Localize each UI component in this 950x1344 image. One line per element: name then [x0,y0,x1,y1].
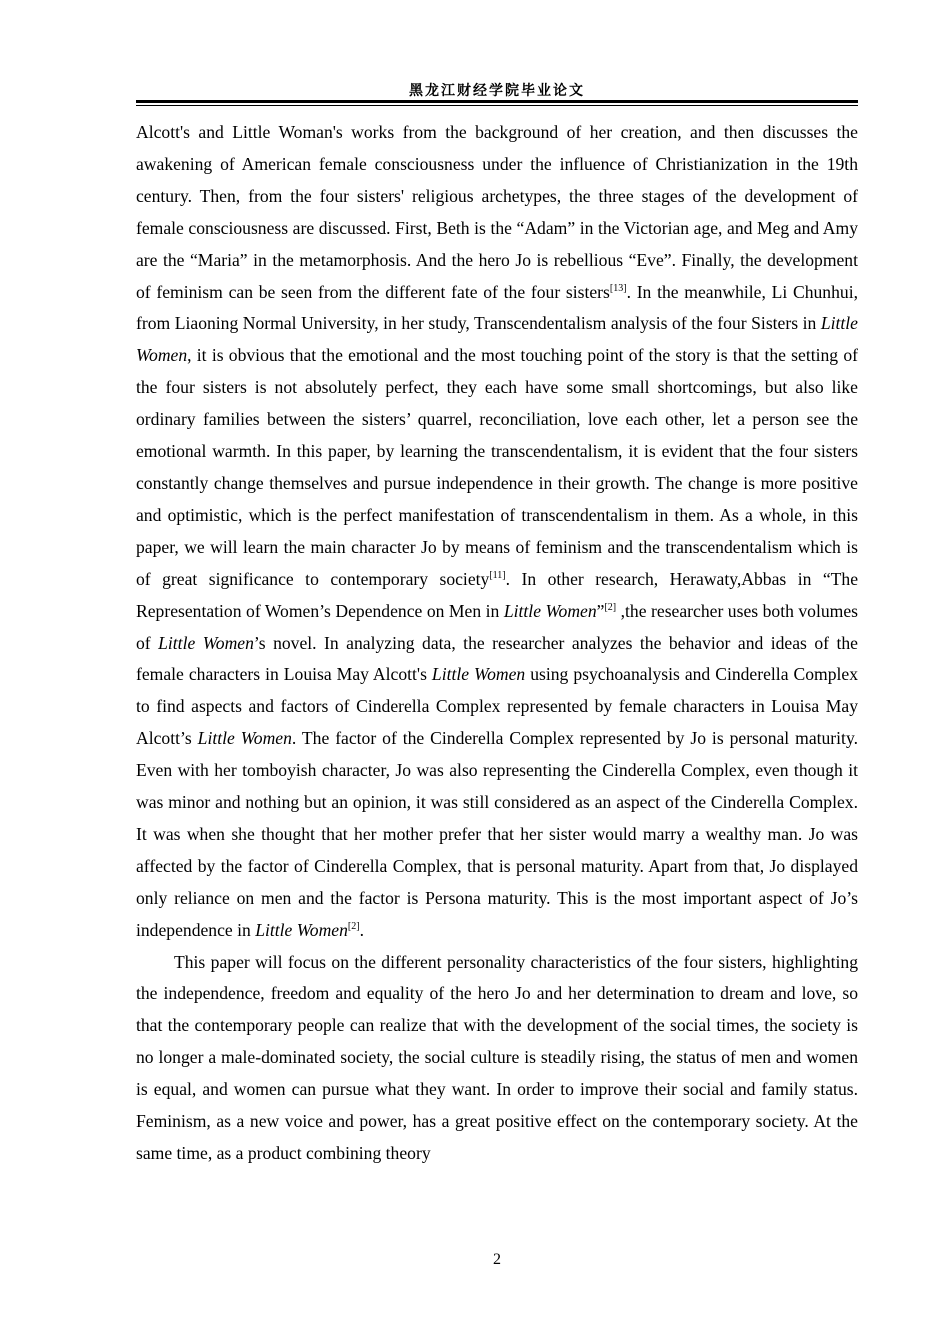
text-run: Alcott's and Little Woman's works from the background of her creation, and then discusses the awakening of American female consciousness under the influence of Christianization in the 19th century. Then, from the four sisters' religious archetypes, the three stages of the development of female consciousness are discussed. First, Beth is the “Adam” in the Victorian age, and Meg and Amy are the “Maria” in the metamorphosis. And the hero Jo is rebellious “Eve”. Finally, the development of feminism can be seen from the different fate of the four sisters [136,122,858,302]
italic-title: Little Women [255,919,348,940]
text-run: . [359,919,364,940]
paragraph-2: This paper will focus on the different personality characteristics of the four sisters, highlighting the independence, freedom and equality of the hero Jo and her determination to dream and love, so that the contemporary people can realize that with the development of the social times, the society is no longer a male-dominated society, the social culture is steadily rising, the status of men and women is equal, and women can pursue what they want. In order to improve their social and family status. Feminism, as a new voice and power, has a great positive effect on the contemporary society. At the same time, as a product combining theory [136,951,858,1163]
text-run: . In the meanwhile, Li Chunhui, from Liaoning Normal University, in her study, Transcendentalism analysis of the four Sisters in [136,281,858,334]
paragraph-1 [136,117,858,947]
citation-ref: [13] [609,282,627,294]
italic-title: Little Women [503,600,597,621]
text-run: . The factor of the Cinderella Complex represented by Jo is personal maturity. Even with her tomboyish character, Jo was also representing the Cinderella Complex, even though it was minor and nothing but an opinion, it was still considered as an aspect of the Cinderella Complex. It was when she thought that her mother prefer that her sister would marry a wealthy man. Jo was affected by the factor of Cinderella Complex, that is personal maturity. Apart from that, Jo displayed only reliance on men and the factor is Persona maturity. This is the most important aspect of Jo’s independence in [136,728,858,940]
text-run: ,the researcher uses both volumes of [136,600,858,653]
text-run: using psychoanalysis and Cinderella Complex to find aspects and factors of Cinderella Complex represented by female characters in Louisa May Alcott’s [136,664,858,749]
text-run: ’s novel. In analyzing data, the researcher analyzes the behavior and ideas of the female characters in Louisa May Alcott's [136,632,858,685]
italic-title: Little Women [136,313,858,366]
header-rule-thin [136,105,858,106]
body-text [136,117,858,1170]
citation-ref: [2] [604,601,617,613]
citation-ref: [11] [489,569,506,581]
italic-title: Little Women [158,632,254,653]
header-rule-thick [136,100,858,103]
italic-title: Little Women [197,728,292,749]
text-run: , it is obvious that the emotional and the most touching point of the story is that the setting of the four sisters is not absolutely perfect, they each have some small shortcomings, but also like ordinary families between the sisters’ quarrel, reconciliation, love each other, let a person see the emotional warmth. In this paper, by learning the transcendentalism, it is evident that the four sisters constantly change themselves and pursue independence in their growth. The change is more positive and optimistic, which is the perfect manifestation of transcendentalism in them. As a whole, in this paper, we will learn the main character Jo by means of feminism and the transcendentalism which is of great significance to contemporary society [136,345,858,589]
page-number: 2 [493,1251,501,1268]
text-run: ” [596,600,605,621]
italic-title: Little Women [431,664,526,685]
header-title: 黑龙江财经学院毕业论文 [409,83,585,99]
text-run: . In other research, Herawaty,Abbas in “The Representation of Women’s Dependence on Men in [136,568,859,621]
citation-ref: [2] [347,920,360,932]
